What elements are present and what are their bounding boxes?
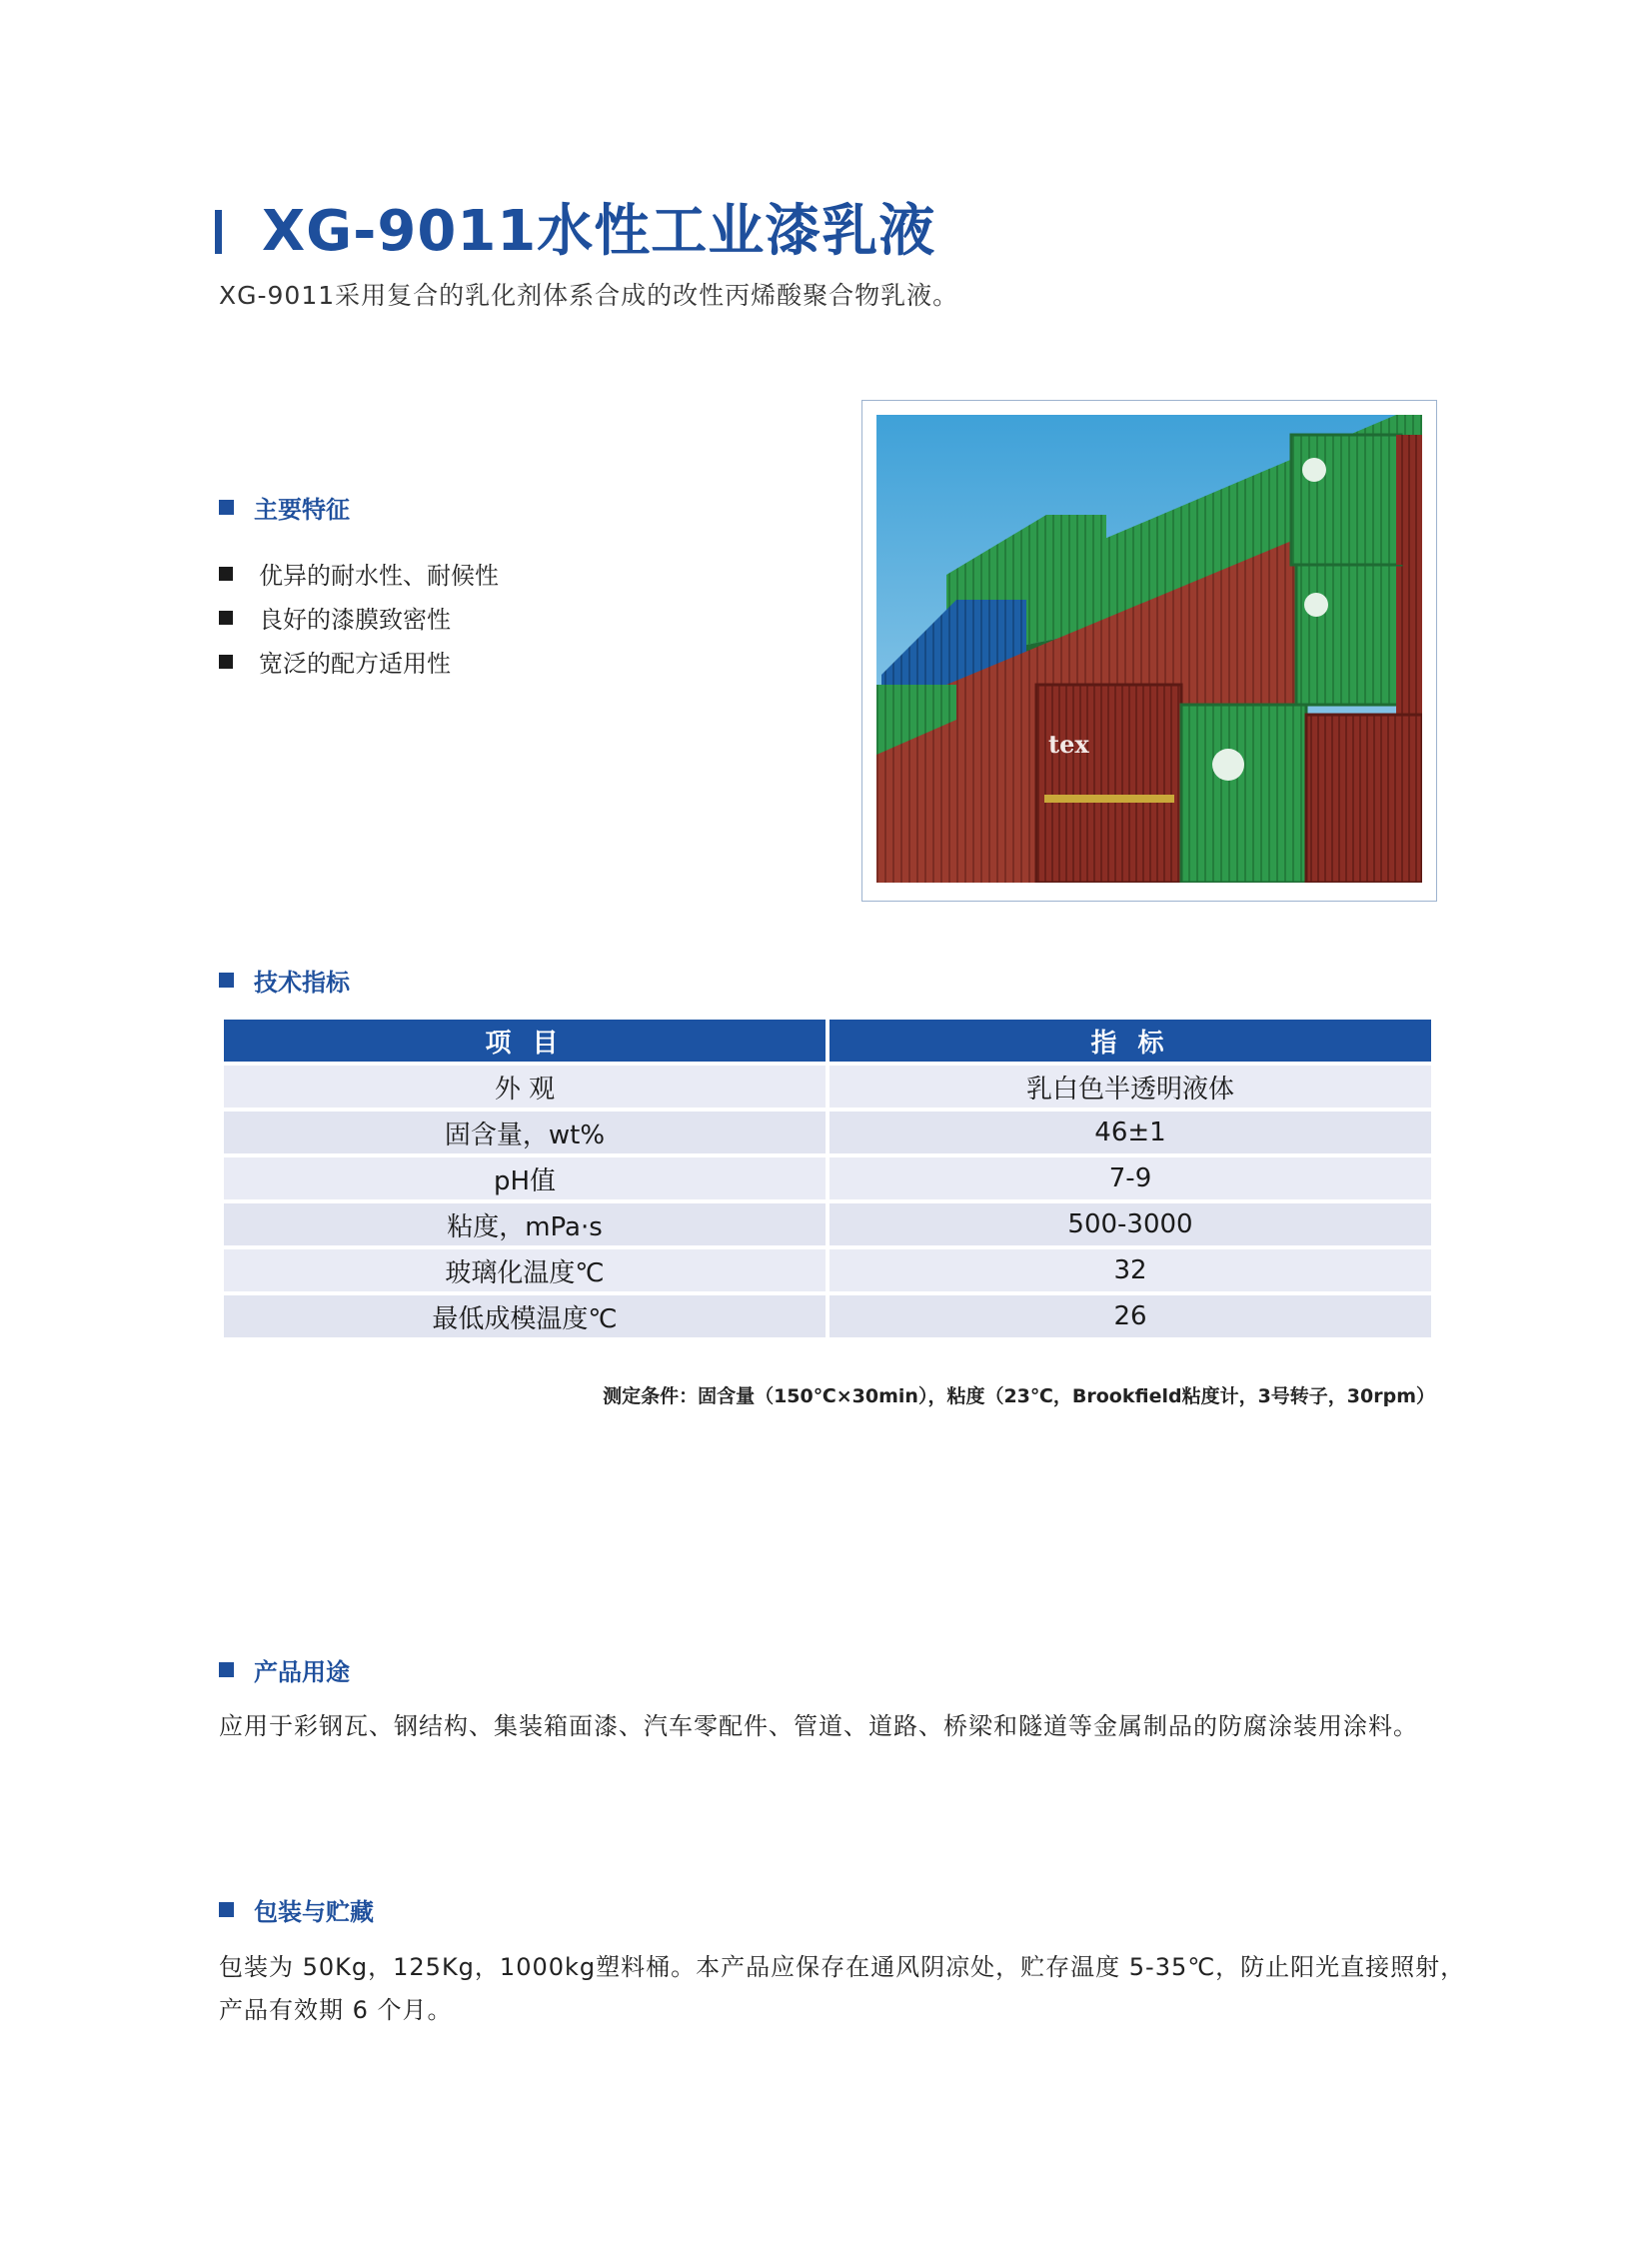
- feature-item: [219, 600, 451, 635]
- specs-heading: [219, 963, 350, 998]
- container-brand-text: tex: [1048, 730, 1089, 759]
- square-bullet-icon: [219, 973, 234, 988]
- table-cell: 粘度，mPa·s: [224, 1199, 826, 1245]
- table-cell: 外 观: [224, 1062, 826, 1108]
- usage-heading-text: 产品用途: [254, 1658, 350, 1686]
- test-conditions-note: 测定条件：固含量（150℃×30min），粘度（23℃，Brookfield粘度计，3号转子，30rpm）: [603, 1385, 1435, 1407]
- photo-frame: [861, 400, 1437, 902]
- usage-text: 应用于彩钢瓦、钢结构、集装箱面漆、汽车零配件、管道、道路、桥梁和隧道等金属制品的防腐涂装用涂料。: [219, 1712, 1418, 1740]
- page-title-text: XG-9011水性工业漆乳液: [262, 199, 936, 264]
- title-bar-mark: [215, 210, 222, 254]
- packaging-text-line2: 产品有效期 6 个月。: [219, 1996, 453, 2024]
- square-bullet-icon: [219, 500, 234, 515]
- feature-item: [219, 556, 499, 591]
- table-header-row: [224, 1020, 1431, 1062]
- feature-item: [219, 644, 451, 679]
- square-bullet-icon: [219, 567, 233, 581]
- packaging-heading-text: 包装与贮藏: [254, 1898, 374, 1926]
- table-row: [224, 1108, 1431, 1153]
- column-header: 指 标: [829, 1020, 1431, 1062]
- table-cell: 26: [829, 1291, 1431, 1337]
- table-row: [224, 1291, 1431, 1337]
- shipping-containers-photo: [876, 415, 1422, 883]
- features-heading-text: 主要特征: [254, 496, 350, 524]
- usage-heading: [219, 1652, 350, 1687]
- table-row: [224, 1199, 1431, 1245]
- feature-item-text: 优异的耐水性、耐候性: [259, 562, 499, 590]
- packaging-text-line1: 包装为 50Kg，125Kg，1000kg塑料桶。本产品应保存在通风阴凉处，贮存温度 5-35℃，防止阳光直接照射，: [219, 1953, 1466, 1981]
- spec-table: [220, 1020, 1435, 1337]
- table-row: [224, 1153, 1431, 1199]
- table-cell: pH值: [224, 1153, 826, 1199]
- table-row: [224, 1245, 1431, 1291]
- table-cell: 7-9: [829, 1153, 1431, 1199]
- table-cell: 固含量，wt%: [224, 1108, 826, 1153]
- table-cell: 玻璃化温度℃: [224, 1245, 826, 1291]
- feature-item-text: 良好的漆膜致密性: [259, 606, 451, 634]
- page-subtitle: XG-9011采用复合的乳化剂体系合成的改性丙烯酸聚合物乳液。: [219, 281, 959, 310]
- square-bullet-icon: [219, 611, 233, 625]
- table-row: [224, 1062, 1431, 1108]
- table-cell: 500-3000: [829, 1199, 1431, 1245]
- square-bullet-icon: [219, 655, 233, 669]
- features-heading: [219, 490, 350, 525]
- table-cell: 32: [829, 1245, 1431, 1291]
- page-title: [215, 196, 935, 268]
- table-cell: 46±1: [829, 1108, 1431, 1153]
- square-bullet-icon: [219, 1902, 234, 1917]
- table-cell: 乳白色半透明液体: [829, 1062, 1431, 1108]
- table-cell: 最低成模温度℃: [224, 1291, 826, 1337]
- column-header: 项 目: [224, 1020, 826, 1062]
- specs-heading-text: 技术指标: [254, 969, 350, 997]
- square-bullet-icon: [219, 1662, 234, 1677]
- packaging-heading: [219, 1892, 374, 1927]
- feature-item-text: 宽泛的配方适用性: [259, 650, 451, 678]
